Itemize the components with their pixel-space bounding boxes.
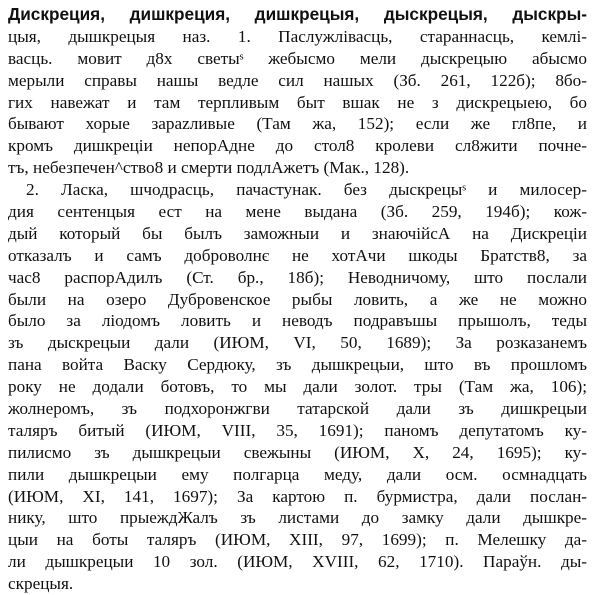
entry-line-12: отказалъ и самъ доброволнє не хотАчи шкоды Братств8, за (8, 245, 587, 265)
entry-line-21: пилисмо зъ дышкрецыи свежыны (ИЮМ, X, 24, 1695); ку- (8, 442, 587, 462)
entry-line-11: дый который бы былъ заможныи и знаючійсА на Дискреціи (8, 223, 587, 243)
entry-line-26: ли дышкрецыи 10 зол. (ИЮМ, XVIII, 62, 1710). Параўн. ды- (8, 552, 587, 572)
entry-line-5: гих навежат и там терпливым быт вшак не з дискрецыею, бо (8, 92, 587, 112)
entry-line-10: дия сентенцыя ест на мене выдана (Зб. 259, 194б); кож- (8, 202, 587, 222)
entry-line-27: скрецыя. (8, 574, 74, 594)
entry-line-13: час8 распорАдилъ (Ст. бр., 18б); Неводничому, што послали (8, 267, 587, 287)
entry-line-16: зъ дыскрецыи дали (ИЮМ, VI, 50, 1689); За розказанемъ (8, 333, 587, 353)
entry-line-24: нику, што прыеждЖалъ зъ листами до замку дали дышкре- (8, 508, 587, 528)
entry-line-14: были на озеро Дубровенское рыбы ловить, а же не можно (8, 289, 587, 309)
entry-line-4: мерыли справы нашы ведле сил нашых (Зб. 261, 122б); 8бо- (8, 70, 587, 90)
entry-line-22: пили дышкрецыи ему полгарца меду, дали осм. осмнадцать (8, 464, 587, 484)
entry-line-8: тъ, небезпечен^ство8 и смерти подлАжетъ (Мак., 128). (8, 158, 410, 178)
entry-line-25: цыи на боты таляръ (ИЮМ, XIII, 97, 1699); п. Мелешку да- (8, 530, 587, 550)
entry-line-9: 2. Ласка, шчодрасць, пачастунак. без дыскрецыˢ и милосер- (26, 180, 587, 200)
entry-line-1 (8, 4, 587, 26)
dictionary-entry (8, 4, 587, 595)
entry-line-18: року не додали ботовъ, то мы дали золот. тры (Там жа, 106); (8, 377, 587, 397)
entry-line-20: таляръ битый (ИЮМ, VIII, 35, 1691); паномъ депутатомъ ку- (8, 420, 587, 440)
entry-line-19: жолнеромъ, зъ подхоронжгви татарской дали зъ дишкрецыи (8, 399, 587, 419)
entry-line-17: пана войта Васку Сердюку, зъ дышкрецыи, што въ прошломъ (8, 355, 587, 375)
entry-headword: Дискреция, дишкреция, дишкрецыя, дыскрецыя, дыскры- (8, 4, 587, 24)
entry-line-23: (ИЮМ, XI, 141, 1697); За картою п. бурмистра, дали послан- (8, 486, 587, 506)
entry-line-6: бывают хорые зарazливые (Там жа, 152); если же гл8пе, и (8, 114, 587, 134)
entry-line-15: было за лiодомъ ловить и неводъ подравъшы прышолъ, теды (8, 311, 587, 331)
entry-line-2: цыя, дышкрецыя наз. 1. Паслужлівасць, стараннасць, кемлі- (8, 26, 587, 46)
entry-line-7: кромъ дишкреціи непорАдне до стол8 кролеви сл8жити почне- (8, 136, 587, 156)
entry-line-3: васць. мовит д8х светыˢ жебысмо мели дыскрецыю абысмо (8, 48, 587, 68)
